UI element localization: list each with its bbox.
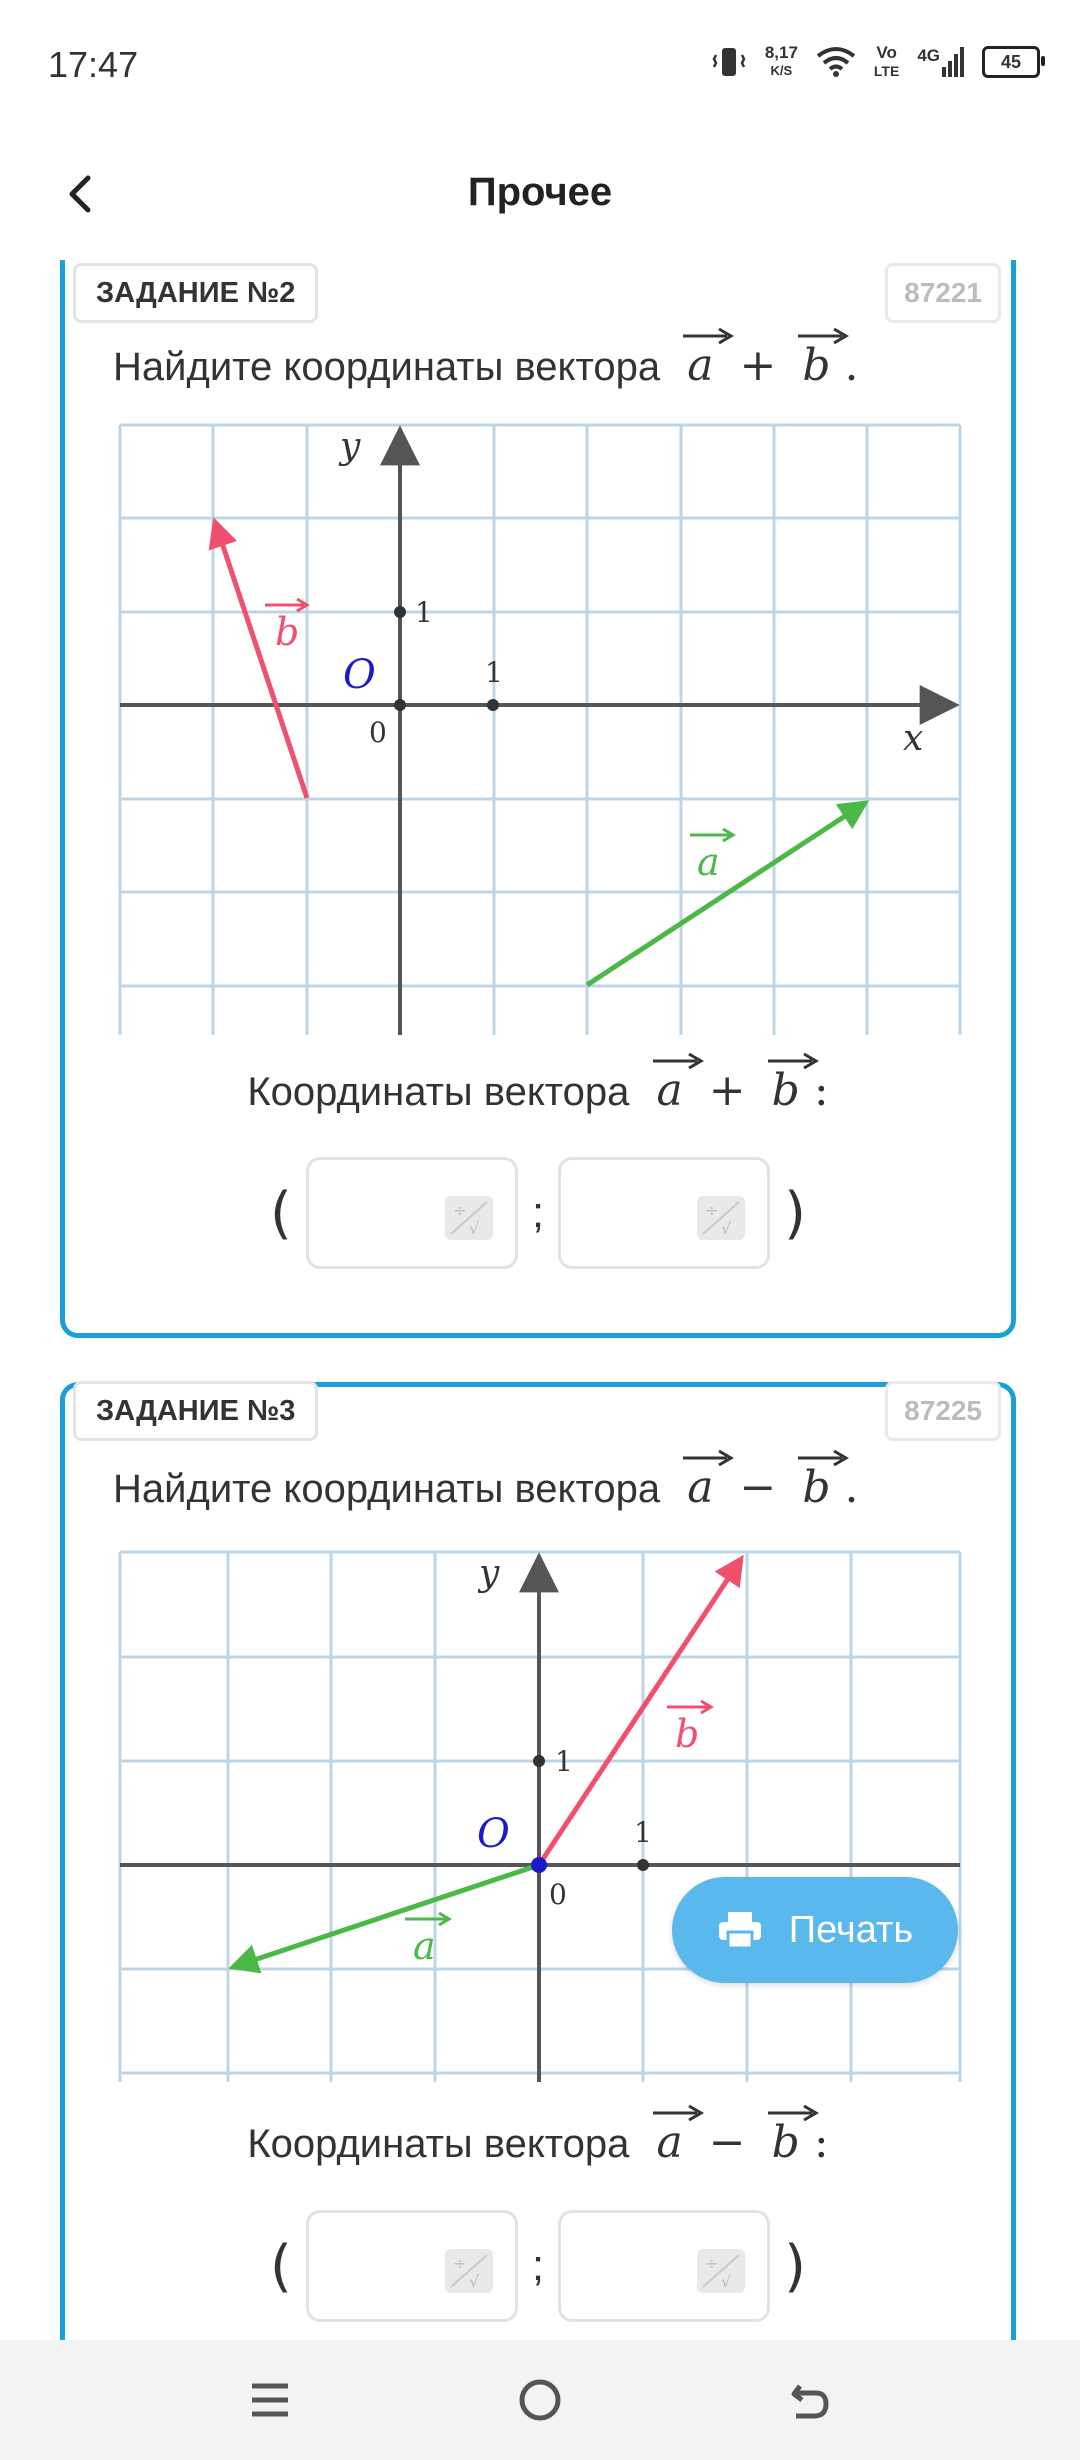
unit-x-dot — [487, 699, 499, 711]
coordinates-prompt — [65, 2117, 1011, 2168]
calculator-icon[interactable] — [445, 1196, 493, 1240]
y-axis-label: y — [340, 426, 361, 467]
print-button[interactable] — [672, 1877, 958, 1983]
close-paren: ) — [784, 2233, 806, 2299]
answer-x-input[interactable] — [306, 2210, 518, 2322]
task-id-badge: 87221 — [885, 263, 1001, 323]
unit-x-label: 1 — [634, 1816, 652, 1849]
coordinates-prompt — [65, 1065, 1011, 1116]
printer-icon — [717, 1910, 763, 1950]
separator: ; — [531, 2241, 545, 2290]
task-card-2 — [60, 260, 1016, 1338]
volte-indicator — [874, 44, 899, 80]
network-type: 4G — [917, 46, 940, 65]
calculator-icon[interactable] — [445, 2249, 493, 2293]
task-list[interactable] — [0, 260, 1080, 2340]
zero-label: 0 — [549, 1878, 567, 1911]
svg-text:÷: ÷ — [705, 2254, 719, 2273]
vector-b-label: b — [675, 1712, 700, 1756]
status-time: 17:47 — [48, 44, 139, 85]
task-question — [113, 1462, 859, 1513]
coord-vector-a: a — [656, 2117, 683, 2168]
coord-vector-a: a — [656, 1065, 683, 1116]
coordinate-grid-task-2 — [115, 420, 965, 1040]
volte-bottom: LTE — [873, 63, 900, 79]
open-paren: ( — [270, 1180, 292, 1246]
vector-a — [233, 1865, 539, 1967]
task-id-badge: 87225 — [885, 1381, 1001, 1441]
network-speed — [765, 44, 798, 80]
home-icon[interactable] — [500, 2368, 580, 2432]
expr-operator: + — [739, 340, 777, 391]
question-text: Найдите координаты вектора — [113, 1467, 661, 1511]
back-arrow-icon[interactable] — [770, 2368, 850, 2432]
volte-top: Vo — [876, 43, 897, 62]
expr-vector-b: b — [802, 1462, 831, 1513]
svg-text:÷: ÷ — [452, 1201, 467, 1220]
menu-icon[interactable] — [230, 2368, 310, 2432]
origin-label: O — [343, 652, 376, 698]
svg-text:÷: ÷ — [705, 1201, 719, 1220]
vector-a-label: a — [413, 1924, 436, 1968]
coord-operator: − — [708, 2117, 746, 2168]
svg-text:√: √ — [721, 1219, 732, 1238]
battery-icon — [982, 46, 1040, 78]
expr-vector-a: a — [687, 1462, 714, 1513]
vector-a-label: a — [697, 840, 720, 884]
unit-x-dot — [637, 1859, 649, 1871]
print-label: Печать — [788, 1908, 914, 1951]
network-speed-unit: K/S — [770, 63, 793, 78]
open-paren: ( — [270, 2233, 292, 2299]
coordinates-label: Координаты вектора — [247, 2122, 630, 2166]
status-bar — [0, 0, 1080, 140]
coord-vector-b: b — [771, 2117, 800, 2168]
unit-y-dot — [533, 1755, 545, 1767]
expr-vector-a: a — [687, 340, 714, 391]
coordinates-expression: a − b : — [657, 2117, 829, 2168]
calculator-icon[interactable] — [697, 2249, 745, 2293]
close-paren: ) — [784, 1180, 806, 1246]
calculator-icon[interactable] — [697, 1196, 745, 1240]
vector-expression: a − b . — [687, 1462, 858, 1513]
vector-arrow-icon — [766, 2101, 820, 2121]
unit-y-dot — [394, 606, 406, 618]
vector-arrow-icon — [651, 2101, 705, 2121]
vector-b — [215, 522, 307, 798]
answer-x-input[interactable] — [306, 1157, 518, 1269]
answer-inputs — [65, 2210, 1011, 2322]
unit-x-label: 1 — [485, 656, 503, 689]
coordinate-grid-task-3 — [115, 1547, 965, 2087]
answer-inputs — [65, 1157, 1011, 1269]
origin-dot — [394, 699, 406, 711]
unit-y-label: 1 — [555, 1745, 573, 1778]
x-axis-label: x — [903, 718, 924, 759]
task-label: ЗАДАНИЕ №2 — [73, 263, 318, 323]
svg-text:÷: ÷ — [452, 2254, 467, 2273]
expr-vector-b: b — [802, 340, 831, 391]
vector-arrow-icon — [796, 324, 850, 344]
task-question — [113, 340, 859, 391]
origin-label: O — [477, 1811, 510, 1857]
vector-arrow-icon — [681, 324, 735, 344]
app-header — [0, 140, 1080, 260]
wifi-icon — [816, 46, 856, 78]
vector-b-label: b — [275, 610, 300, 654]
zero-label: 0 — [369, 716, 387, 749]
vector-arrow-icon — [796, 1446, 850, 1466]
answer-y-input[interactable] — [558, 2210, 770, 2322]
vector-arrow-icon — [651, 1049, 705, 1069]
battery-level: 45 — [1000, 51, 1022, 72]
svg-text:√: √ — [468, 1219, 480, 1238]
grid-lines — [120, 425, 960, 1035]
origin-dot — [531, 1857, 547, 1873]
network-speed-value: 8,17 — [764, 43, 798, 62]
vector-expression: a + b . — [687, 340, 858, 391]
svg-text:√: √ — [468, 2272, 480, 2291]
vibrate-icon — [711, 45, 747, 79]
system-nav-bar — [0, 2340, 1080, 2460]
signal-indicator — [917, 47, 964, 77]
coord-operator: + — [708, 1065, 746, 1116]
task-card-3 — [60, 1382, 1016, 2340]
status-icons — [711, 42, 1040, 82]
question-text: Найдите координаты вектора — [113, 345, 661, 389]
y-axis-label: y — [479, 1553, 500, 1594]
page-title: Прочее — [467, 170, 613, 214]
unit-y-label: 1 — [415, 596, 433, 629]
coord-vector-b: b — [771, 1065, 800, 1116]
coordinates-expression: a + b : — [657, 1065, 829, 1116]
task-label: ЗАДАНИЕ №3 — [73, 1381, 318, 1441]
separator: ; — [531, 1188, 545, 1237]
svg-text:√: √ — [721, 2272, 732, 2291]
expr-operator: − — [739, 1462, 777, 1513]
vector-arrow-icon — [681, 1446, 735, 1466]
vector-arrow-icon — [766, 1049, 820, 1069]
signal-bars-icon — [942, 47, 964, 77]
answer-y-input[interactable] — [558, 1157, 770, 1269]
coordinates-label: Координаты вектора — [247, 1070, 630, 1114]
